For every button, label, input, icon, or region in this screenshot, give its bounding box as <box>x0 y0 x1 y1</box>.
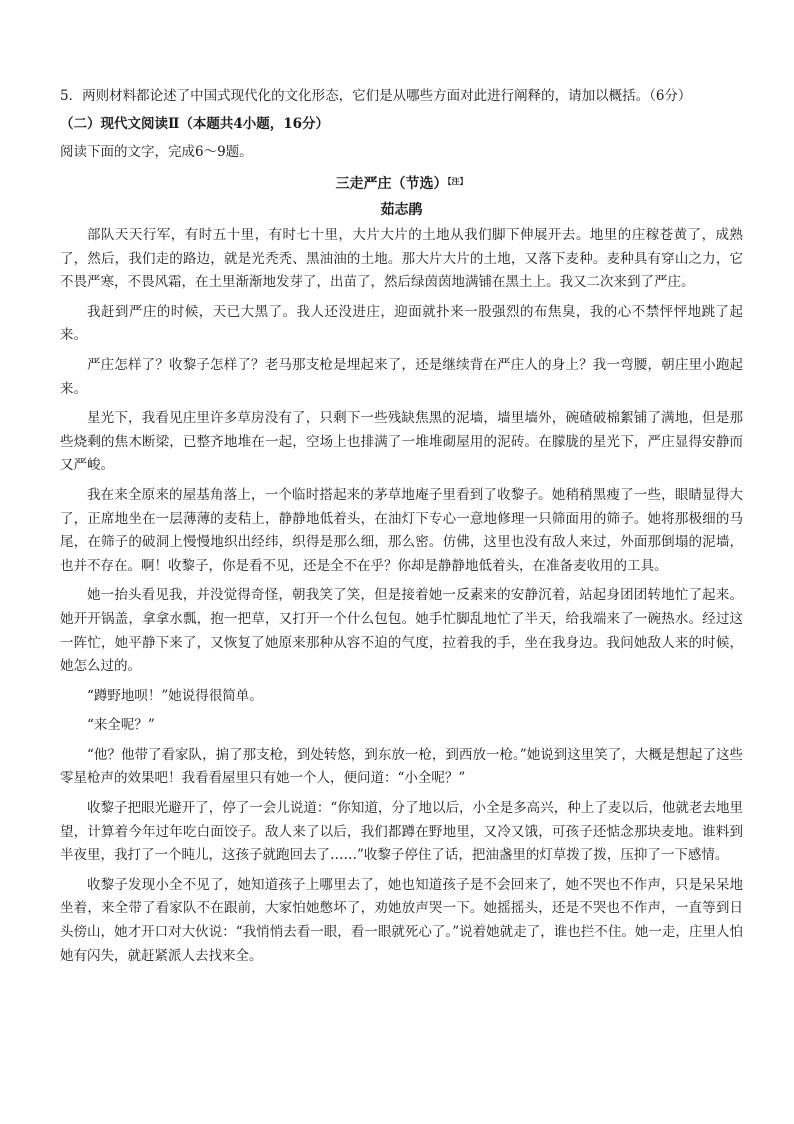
paragraph-5: 我在来全原来的屋基角落上，一个临时搭起来的茅草地庵子里看到了收黎子。她稍稍黑瘦了一些，眼睛显得大了，正席地坐在一层薄薄的麦秸上，静静地低着头，在油灯下专心一意地修理一只筛面用的筛子。她将那极细的马尾，在筛子的破洞上慢慢地织出经纬，织得是那么细，那么密。仿佛，这里也没有敌人来过，外面那倒塌的泥墙，也并不存在。啊！收黎子，你是看不见，还是全不在乎？你却是静静地低着头，在准备麦收用的工具。 <box>60 486 743 574</box>
document-page <box>60 84 743 974</box>
article-title-row <box>60 172 743 196</box>
article-author: 茹志鹃 <box>380 202 423 218</box>
paragraph-1: 部队天天行军，有时五十里，有时七十里，大片大片的土地从我们脚下伸展开去。地里的庄稼苍黄了，成熟了，然后，我们走的路边，就是光秃秃、黑油油的土地。那大片大片的土地，又落下麦种。麦种具有穿山之力，它不畏严寒，不畏风霜，在土里渐渐地发芽了，出苗了，然后绿茵茵地满铺在黑土上。我又二次来到了严庄。 <box>60 227 743 291</box>
title-note-marker: 【注】 <box>447 176 468 186</box>
article-body <box>60 224 743 968</box>
paragraph-8: “来全呢？” <box>87 717 155 734</box>
paragraph-6: 她一抬头看见我，并没觉得奇怪，朝我笑了笑，但是接着她一反素来的安静沉着，站起身团团转地忙了起来。她开开锅盖，拿拿水瓢，抱一把草，又打开一个什么包包。她手忙脚乱地忙了半天，给我端来了一碗热水。经过这一阵忙，她平静下来了，又恢复了她原来那种从容不迫的气度，拉着我的手，坐在我身边。我问她敌人来的时候，她怎么过的。 <box>60 587 743 675</box>
article-title: 三走严庄（节选） <box>335 176 448 192</box>
paragraph-10: 收黎子把眼光避开了，停了一会儿说道：“你知道，分了地以后，小全是多高兴，种上了麦以后，他就老去地里望，计算着今年过年吃白面饺子。敌人来了以后，我们都蹲在野地里，又冷又饿，可孩子还惦念那块麦地。谁料到半夜里，我打了一个盹儿，这孩子就跑回去了……”收黎子停住了话，把油盏里的灯草拨了拨，压抑了一下感情。 <box>60 800 743 864</box>
reading-instruction: 阅读下面的文字，完成6～9题。 <box>60 144 253 160</box>
section-heading: （二）现代文阅读Ⅱ（本题共4小题，16分） <box>60 116 330 132</box>
paragraph-11: 收黎子发现小全不见了，她知道孩子上哪里去了，她也知道孩子是不会回来了，她不哭也不作声，只是呆呆地坐着，来全带了看家队不在跟前，大家怕她憋坏了，劝她放声哭一下。她摇摇头，还是不哭也不作声，一直等到日头傍山，她才开口对大伙说：“我悄悄去看一眼，看一眼就死心了。”说着她就走了，谁也拦不住。她一走，庄里人怕她有闪失，就赶紧派人去找来全。 <box>60 876 743 964</box>
paragraph-2: 我赶到严庄的时候，天已大黑了。我人还没进庄，迎面就扑来一股强烈的布焦臭，我的心不禁怦怦地跳了起来。 <box>60 303 743 344</box>
paragraph-7: “蹲野地呗！”她说得很简单。 <box>87 687 263 704</box>
paragraph-9: “他？他带了看家队，掮了那支枪，到处转悠，到东放一枪，到西放一枪。”她说到这里笑了，大概是想起了这些零星枪声的效果吧！我看看屋里只有她一个人，便问道：“小全呢？” <box>60 746 743 787</box>
paragraph-4: 星光下，我看见庄里许多草房没有了，只剩下一些残缺焦黑的泥墙，墙里墙外，碗碴破棉絮铺了满地，但是那些烧剩的焦木断梁，已整齐地堆在一起，空场上也排满了一堆堆砌屋用的泥砖。在朦胧的星光下，严庄显得安静而又严峻。 <box>60 410 743 474</box>
paragraph-3: 严庄怎样了？收黎子怎样了？老马那支枪是埋起来了，还是继续背在严庄人的身上？我一弯腰，朝庄里小跑起来。 <box>60 356 743 397</box>
question-5: 5．两则材料都论述了中国式现代化的文化形态，它们是从哪些方面对此进行阐释的，请加以概括。（6分） <box>60 88 692 104</box>
